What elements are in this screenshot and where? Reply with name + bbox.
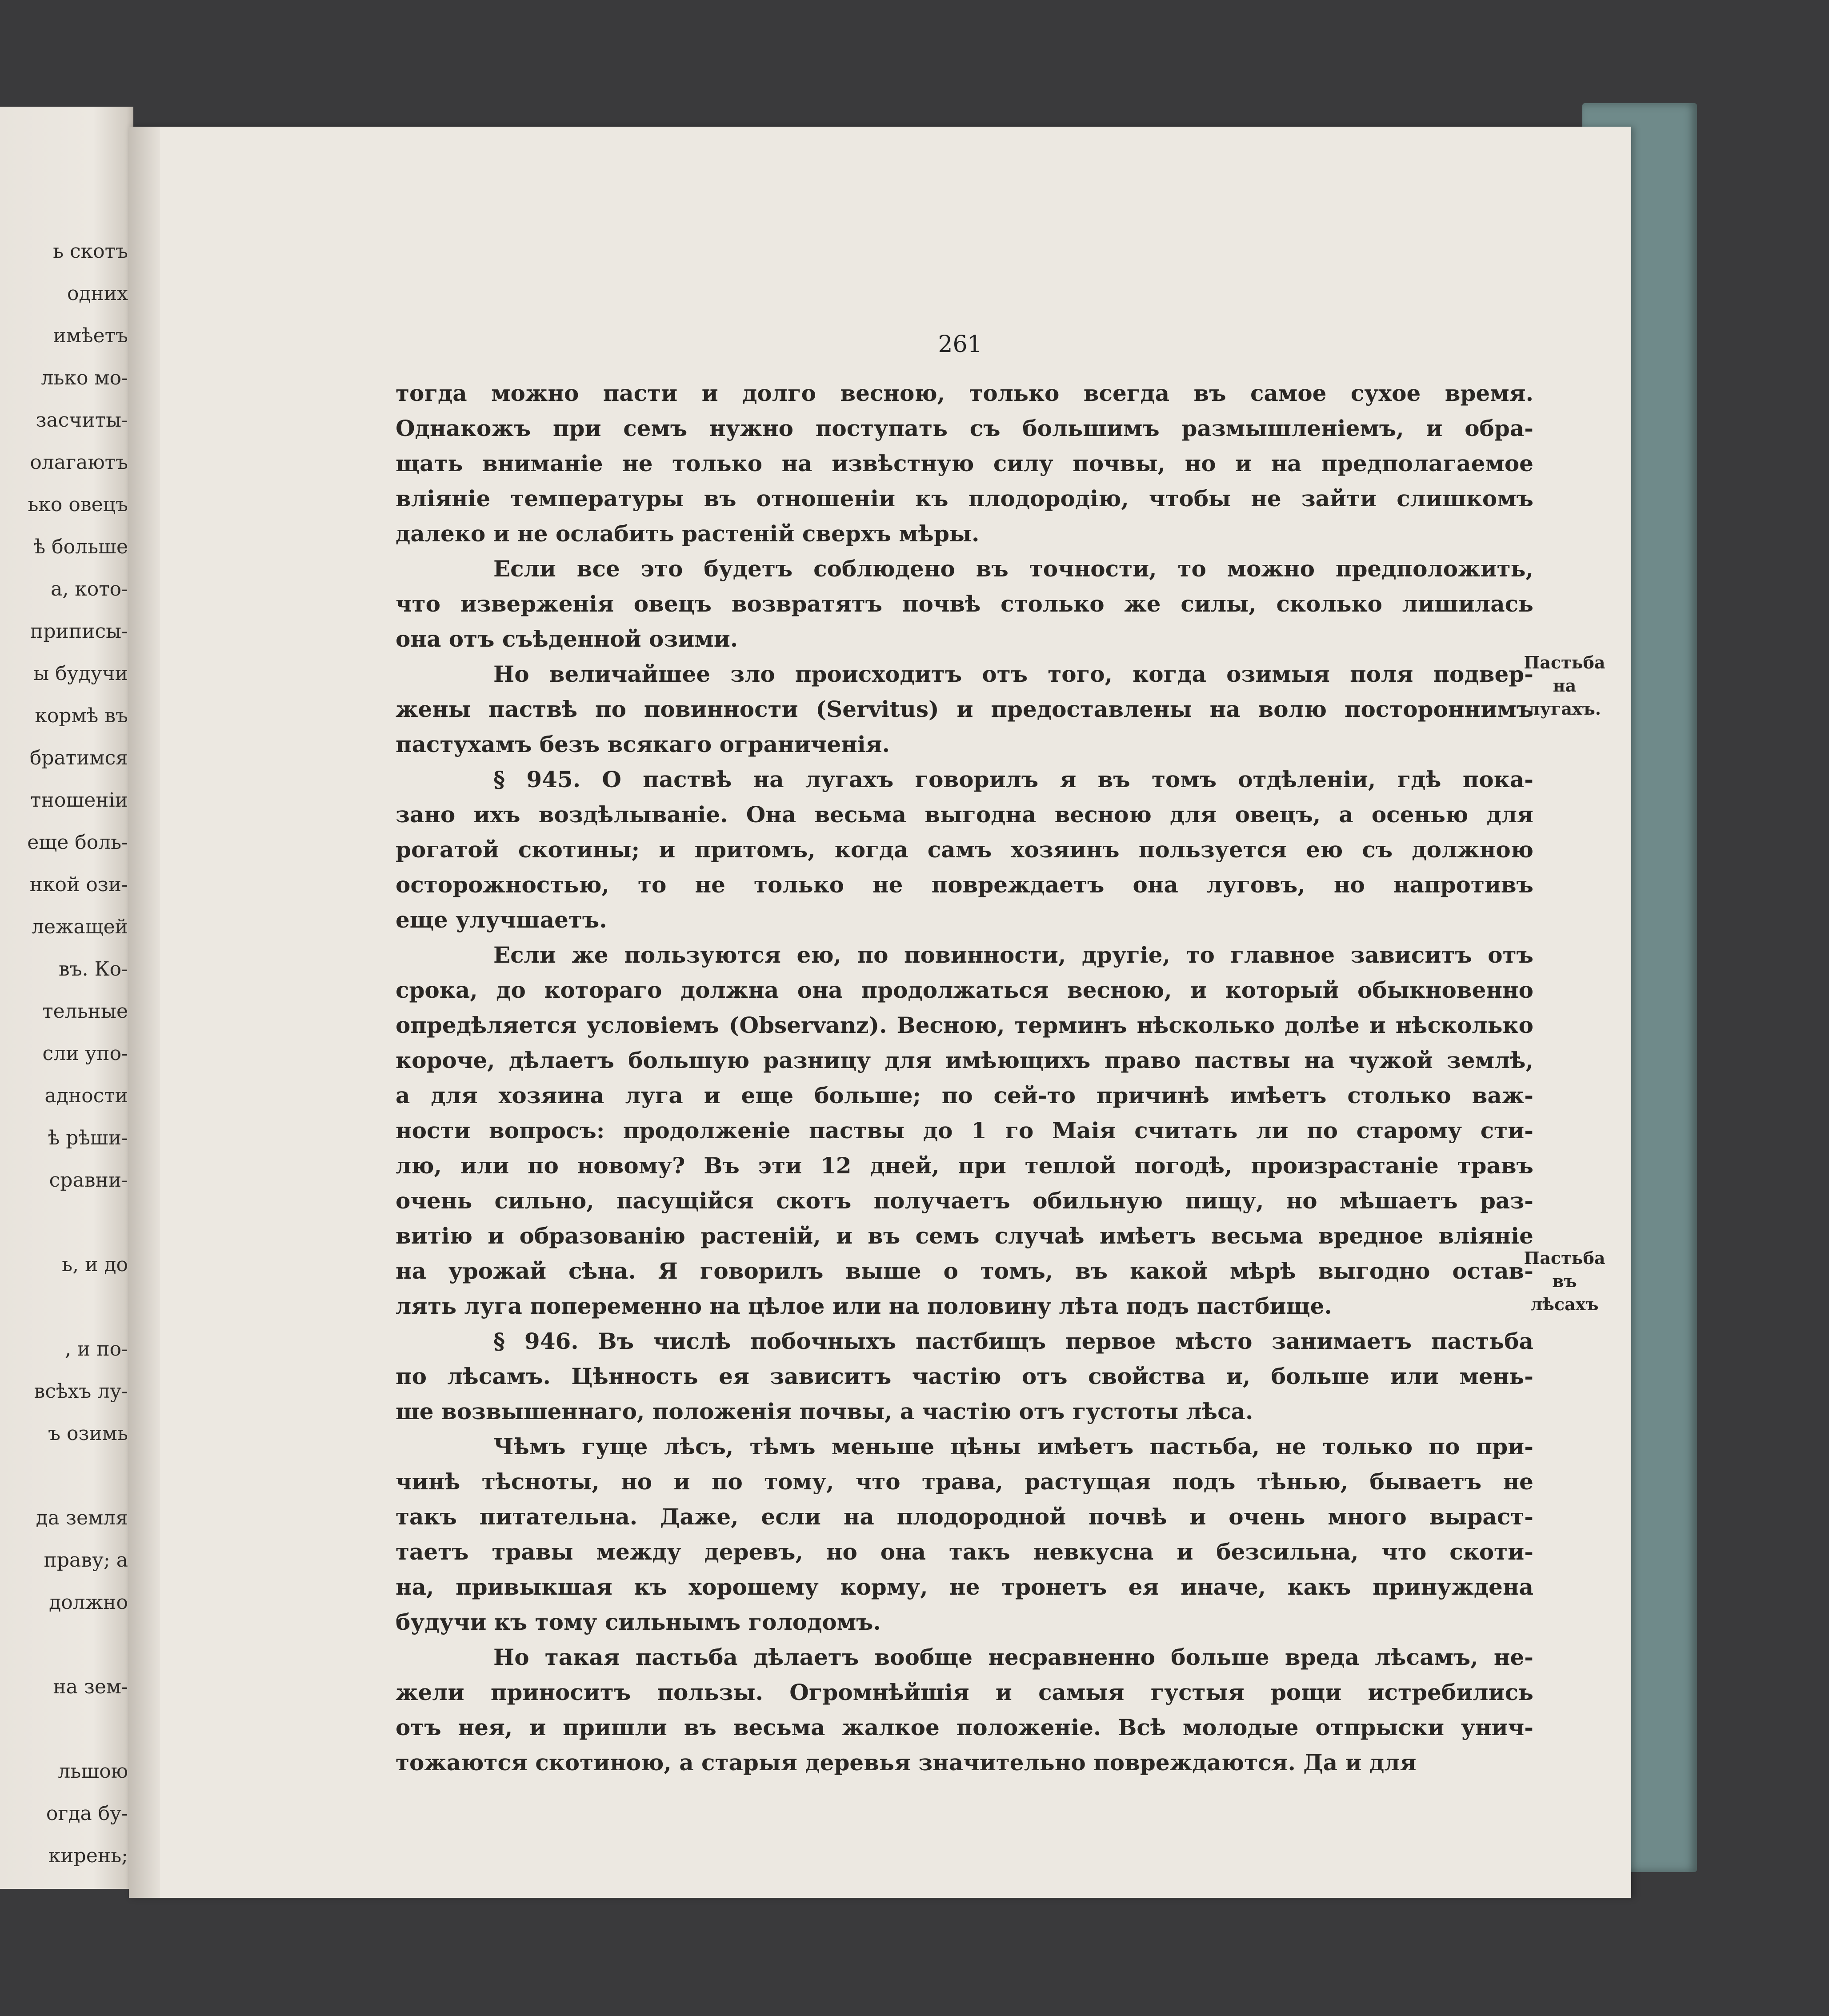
left-page-line: , и по-	[65, 1338, 128, 1360]
text-line: очень сильно, пасущійся скотъ получаетъ обильную пищу, но мѣшаетъ раз-	[396, 1188, 1533, 1214]
left-page-line: кирень;	[48, 1844, 128, 1867]
paragraph	[396, 937, 1533, 1324]
text-line: ше возвышеннаго, положенія почвы, а частію отъ густоты лѣса.	[396, 1398, 1253, 1424]
page-text	[396, 376, 1533, 1780]
text-line: срока, до котораго должна она продолжаться весною, и который обыкновенно	[396, 977, 1533, 1003]
left-page-line: ъ озимь	[48, 1422, 128, 1445]
left-page-line: братимся	[29, 747, 128, 769]
left-page-line: еще боль-	[27, 831, 128, 854]
left-page-line: лежащей	[32, 916, 128, 938]
left-page-line: засчиты-	[36, 409, 128, 432]
left-page-line: въ. Ко-	[58, 958, 128, 980]
left-page-line: ь скотъ	[53, 240, 128, 263]
text-line: чинѣ тѣсноты, но и по тому, что трава, растущая подъ тѣнью, бываетъ не	[396, 1468, 1533, 1495]
left-page	[0, 107, 133, 1889]
paragraph	[396, 1324, 1533, 1429]
left-page-line: сли упо-	[42, 1042, 128, 1065]
text-line: вліяніе температуры въ отношеніи къ плодородію, чтобы не зайти слишкомъ	[396, 485, 1533, 512]
left-page-line: одних	[67, 282, 128, 305]
text-line: витію и образованію растеній, и въ семъ случаѣ имѣетъ весьма вредное вліяніе	[396, 1223, 1533, 1249]
text-line: Но величайшее зло происходитъ отъ того, когда озимыя поля подвер-	[493, 661, 1533, 687]
text-line: Но такая пастьба дѣлаетъ вообще несравненно больше вреда лѣсамъ, не-	[493, 1644, 1533, 1670]
left-page-line: ь, и до	[62, 1253, 128, 1276]
margin-note-meadows	[1516, 651, 1613, 720]
left-page-line: кормѣ въ	[35, 704, 128, 727]
left-page-line: тельные	[42, 1000, 128, 1023]
text-line: короче, дѣлаетъ большую разницу для имѣющихъ право паствы на чужой землѣ,	[396, 1047, 1533, 1073]
text-line: щать вниманіе не только на извѣстную силу почвы, но и на предполагаемое	[396, 450, 1533, 476]
text-line: будучи къ тому сильнымъ голодомъ.	[396, 1609, 881, 1635]
text-line: а для хозяина луга и еще больше; по сей-то причинѣ имѣетъ столько важ-	[396, 1082, 1533, 1108]
left-page-line: тношеніи	[30, 789, 128, 812]
left-page-line: олагаютъ	[30, 451, 128, 474]
left-page-line: да земля	[36, 1507, 128, 1529]
text-line: пастухамъ безъ всякаго ограниченія.	[396, 731, 890, 757]
text-line: далеко и не ослабить растеній сверхъ мѣры.	[396, 520, 980, 547]
text-line: она отъ съѣденной озими.	[396, 626, 738, 652]
text-line: тогда можно пасти и долго весною, только всегда въ самое сухое время.	[396, 380, 1533, 406]
margin-note-forests	[1516, 1247, 1613, 1316]
left-page-line: нкой ози-	[29, 873, 128, 896]
left-page-line: праву; а	[44, 1549, 128, 1572]
left-page-line: ѣ больше	[33, 536, 128, 558]
left-page-line: ько овецъ	[28, 493, 128, 516]
margin-note-line: Пастьба въ	[1524, 1248, 1605, 1291]
paragraph	[396, 551, 1533, 656]
margin-note-line: лѣсахъ	[1530, 1294, 1599, 1314]
paragraph	[396, 376, 1533, 551]
text-line: на урожай сѣна. Я говорилъ выше о томъ, въ какой мѣрѣ выгодно остав-	[396, 1258, 1533, 1284]
text-line: еще улучшаетъ.	[396, 907, 607, 933]
left-page-line: лько мо-	[41, 367, 128, 389]
page-number: 261	[938, 331, 982, 358]
left-page-line: на зем-	[53, 1676, 128, 1698]
text-line: на, привыкшая къ хорошему корму, не тронетъ ея иначе, какъ принуждена	[396, 1574, 1533, 1600]
text-line: Если же пользуются ею, по повинности, другіе, то главное зависитъ отъ	[493, 942, 1533, 968]
text-line: по лѣсамъ. Цѣнность ея зависитъ частію отъ свойства и, больше или мень-	[396, 1363, 1533, 1389]
paragraph	[396, 1429, 1533, 1640]
text-line: тожаются скотиною, а старыя деревья значительно повреждаются. Да и для	[396, 1749, 1417, 1776]
text-line: жены паствѣ по повинности (Servitus) и предоставлены на волю постороннимъ	[396, 696, 1533, 722]
text-line: § 946. Въ числѣ побочныхъ пастбищъ первое мѣсто занимаетъ пастьба	[493, 1328, 1533, 1354]
left-page-line: ы будучи	[33, 662, 128, 685]
text-line: Однакожъ при семъ нужно поступать съ большимъ размышленіемъ, и обра-	[396, 415, 1533, 441]
left-page-line: приписы-	[30, 620, 128, 643]
left-page-line: ѣ рѣши-	[48, 1127, 128, 1149]
left-page-line: адности	[44, 1084, 128, 1107]
text-line: осторожностью, то не только не повреждаетъ она луговъ, но напротивъ	[396, 872, 1533, 898]
text-line: зано ихъ воздѣлываніе. Она весьма выгодна весною для овецъ, а осенью для	[396, 801, 1533, 828]
text-line: Чѣмъ гуще лѣсъ, тѣмъ меньше цѣны имѣетъ пастьба, не только по при-	[493, 1433, 1533, 1460]
text-line: что изверженія овецъ возвратятъ почвѣ столько же силы, сколько лишилась	[396, 591, 1533, 617]
paragraph	[396, 656, 1533, 762]
left-page-line: сравни-	[49, 1169, 128, 1192]
left-page-line: огда бу-	[46, 1802, 128, 1825]
text-line: ности вопросъ: продолженіе паствы до 1 го Маія считать ли по старому сти-	[396, 1117, 1533, 1144]
paragraph	[396, 1640, 1533, 1780]
margin-note-line: лугахъ.	[1528, 699, 1601, 719]
text-line: рогатой скотины; и притомъ, когда самъ хозяинъ пользуется ею съ должною	[396, 836, 1533, 863]
paragraph	[396, 762, 1533, 937]
text-line: лю, или по новому? Въ эти 12 дней, при теплой погодѣ, произрастаніе травъ	[396, 1152, 1533, 1179]
text-line: Если все это будетъ соблюдено въ точности, то можно предположить,	[493, 556, 1533, 582]
margin-note-line: Пастьба на	[1524, 652, 1605, 696]
text-line: § 945. О паствѣ на лугахъ говорилъ я въ томъ отдѣленіи, гдѣ пока-	[493, 766, 1533, 792]
text-line: таетъ травы между деревъ, но она такъ невкусна и безсильна, что скоти-	[396, 1539, 1533, 1565]
left-page-line: всѣхъ лу-	[34, 1380, 128, 1403]
book-page	[129, 127, 1631, 1898]
text-line: опредѣляется условіемъ (Observanz). Весною, терминъ нѣсколько долѣе и нѣсколько	[396, 1012, 1533, 1038]
left-page-line: льшою	[58, 1760, 128, 1783]
text-line: жели приноситъ пользы. Огромнѣйшія и самыя густыя рощи истребились	[396, 1679, 1533, 1705]
text-line: отъ нея, и пришли въ весьма жалкое положеніе. Всѣ молодые отпрыски унич-	[396, 1714, 1533, 1740]
left-page-line: а, кото-	[51, 578, 128, 600]
text-line: лять луга попеременно на цѣлое или на половину лѣта подъ пастбище.	[396, 1293, 1332, 1319]
text-line: такъ питательна. Даже, если на плодородной почвѣ и очень много выраст-	[396, 1504, 1533, 1530]
left-page-line: должно	[49, 1591, 128, 1614]
page-gutter	[129, 127, 160, 1898]
left-page-line: имѣетъ	[53, 324, 128, 347]
